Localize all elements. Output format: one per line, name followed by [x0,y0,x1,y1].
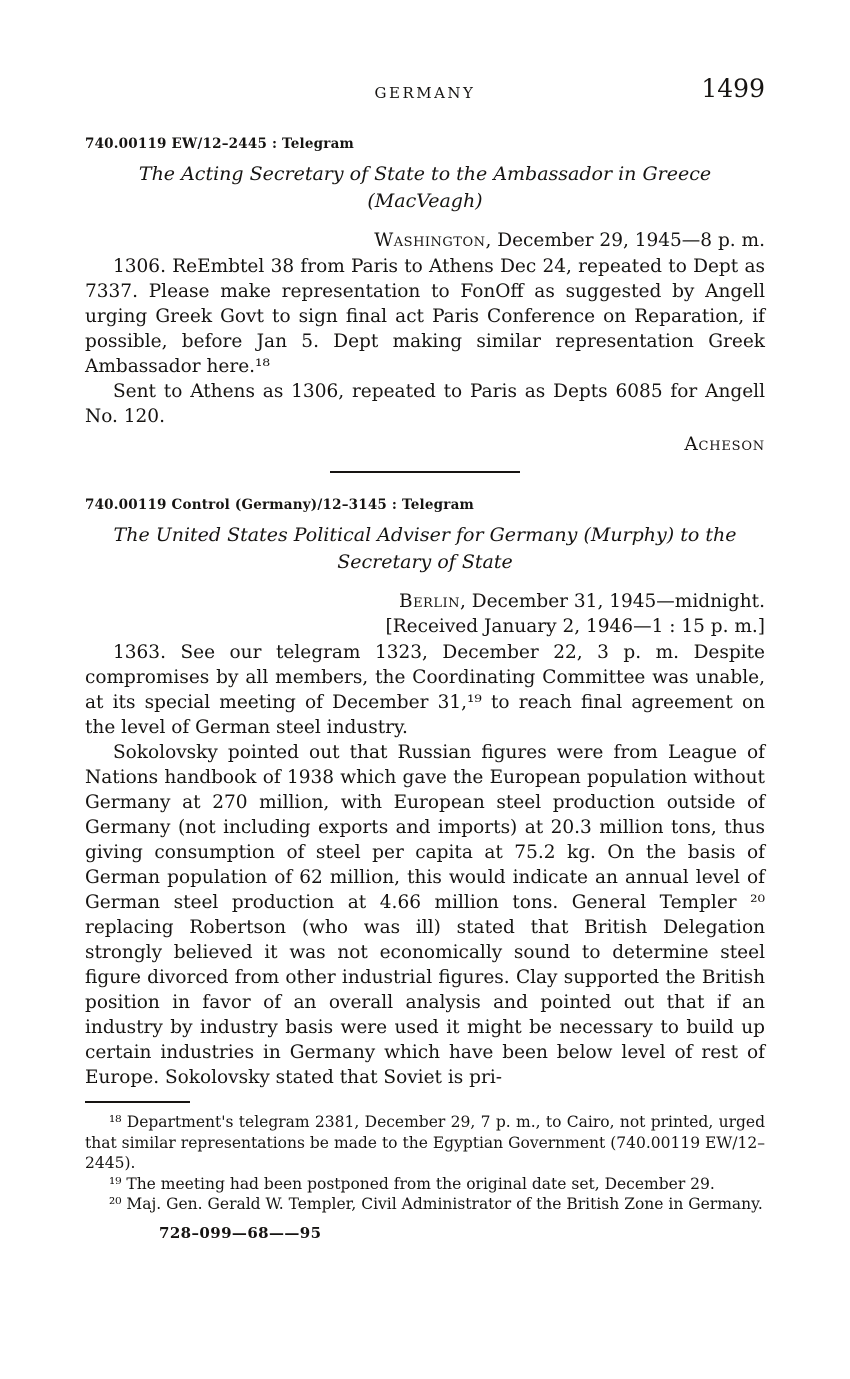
document-1-paragraph-1: 1306. ReEmbtel 38 from Paris to Athens Dec 24, repeated to Dept as 7337. Please make representation to FonOff as suggested by Angell urging Greek Govt to sign final act Paris Conference on Reparation, if possible, before Jan 5. Dept making similar representation Greek Ambassador here.¹⁸ [85,256,765,377]
document-2 [85,497,765,1090]
document-2-dateline-place: Berlin [398,591,460,612]
document-1-title-line-1: The Acting Secretary of State to the Ambassador in Greece [138,163,712,185]
printer-mark: 728–099—68——95 [159,1223,322,1242]
document-1-signature: Acheson [684,434,765,455]
footnote-20: ²⁰ Maj. Gen. Gerald W. Templer, Civil Administrator of the British Zone in Germany. [109,1195,763,1213]
document-2-title-line-2: Secretary of State [337,551,513,573]
document-1-source-reference: 740.00119 EW/12–2445 : Telegram [85,136,355,152]
document-1-title [85,161,765,215]
running-head: GERMANY [374,84,476,102]
footnote-19: ¹⁹ The meeting had been postponed from the original date set, December 29. [109,1174,715,1193]
document-1-dateline-rest: , December 29, 1945—8 p. m. [485,230,765,251]
footnote-18: ¹⁸ Department's telegram 2381, December 29, 7 p. m., to Cairo, not printed, urged that similar representations be made to the Egyptian Government (740.00119 EW/12–2445). [85,1113,765,1172]
document-2-title [85,522,765,576]
document-2-dateline-rest: , December 31, 1945—midnight. [460,591,765,612]
document-1-paragraph-2: Sent to Athens as 1306, repeated to Paris as Depts 6085 for Angell No. 120. [85,381,765,427]
footnote-divider [85,1101,190,1103]
document-2-title-line-1: The United States Political Adviser for Germany (Murphy) to the [113,524,737,546]
document-2-paragraph-2: Sokolovsky pointed out that Russian figures were from League of Nations handbook of 1938 which gave the European population without Germany at 270 million, with European steel production outside of Germany (not including exports and imports) at 20.3 million tons, thus giving consumption of steel per capita at 75.2 kg. On the basis of German population of 62 million, this would indicate an annual level of German steel production at 4.66 million tons. General Templer ²⁰ replacing Robertson (who was ill) stated that British Delegation strongly believed it was not economically sound to determine steel figure divorced from other industrial figures. Clay supported the British position in favor of an overall analysis and pointed out that if an industry by industry basis were used it might be necessary to build up certain industries in Germany which have been below level of rest of Europe. Sokolovsky stated that Soviet is pri- [85,742,765,1088]
document-2-paragraph-1: 1363. See our telegram 1323, December 22, 3 p. m. Despite compromises by all members, the Coordinating Committee was unable, at its special meeting of December 31,¹⁹ to reach final agreement on the level of German steel industry. [85,642,765,738]
document-1-dateline [85,228,765,253]
document-1 [85,136,765,455]
document-2-source-reference: 740.00119 Control (Germany)/12–3145 : Telegram [85,497,474,513]
footnotes-section [85,1112,765,1215]
document-1-title-line-2: (MacVeagh) [367,190,483,212]
document-1-dateline-place: Washington [374,230,486,251]
page-number: 1499 [701,74,765,103]
document-2-received-line: [Received January 2, 1946—1 : 15 p. m.] [385,616,765,637]
section-divider [330,471,520,473]
document-2-dateline [85,589,765,614]
text-column [85,0,765,1242]
